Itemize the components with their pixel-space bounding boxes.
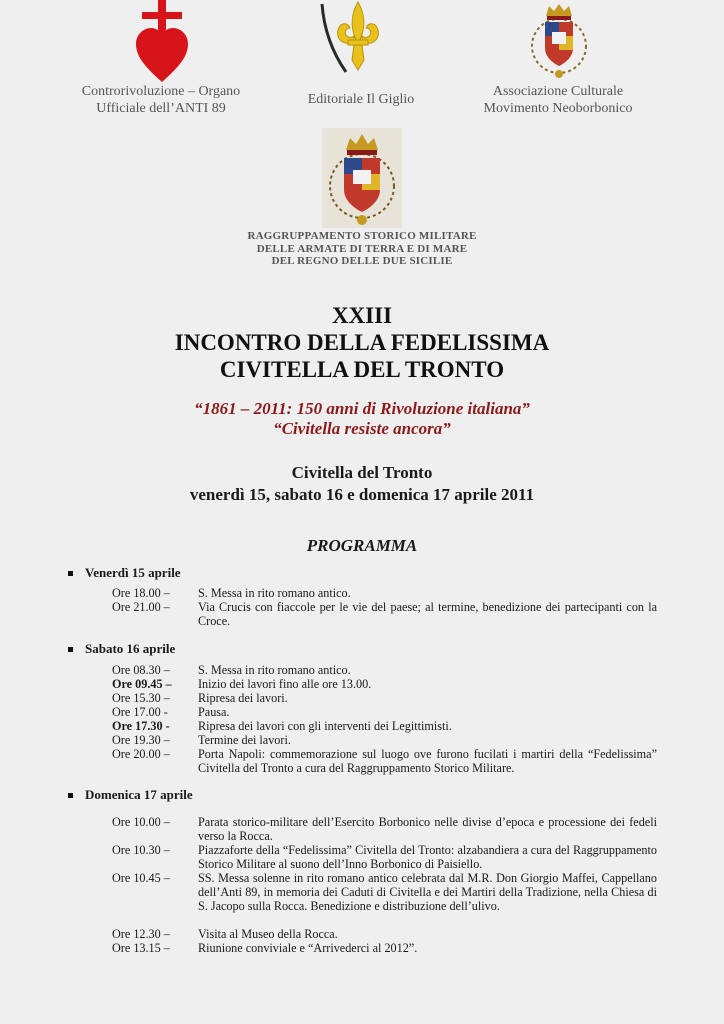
event-title [62, 302, 662, 383]
item-desc: Termine dei lavori. [198, 733, 291, 747]
day-header-saturday [68, 641, 175, 657]
item-time: Ore 15.30 – [112, 691, 170, 705]
program-item [112, 941, 657, 955]
item-time: Ore 10.00 – [112, 815, 170, 829]
logo-right-line-1: Associazione Culturale [492, 84, 624, 99]
program-item [112, 871, 657, 913]
item-time: Ore 18.00 – [112, 586, 170, 600]
item-desc: Porta Napoli: commemorazione sul luogo ove furono fucilati i martiri della “Fedelissima” Civitella del Tronto a cura del Raggruppamento Storico Militare. [198, 747, 657, 775]
item-time: Ore 19.30 – [112, 733, 170, 747]
bullet-icon [68, 793, 73, 798]
item-time: Ore 17.00 - [112, 705, 168, 719]
program-item [112, 747, 657, 775]
program-item [112, 600, 657, 628]
subtitle-line-1: “1861 – 2011: 150 anni di Rivoluzione italiana” [194, 399, 530, 418]
day-header-sunday [68, 787, 193, 803]
military-group-name [212, 230, 512, 268]
item-time: Ore 13.15 – [112, 941, 170, 955]
day-name: Sabato 16 aprile [85, 641, 176, 656]
program-item [112, 733, 657, 747]
logo-left-label [56, 83, 266, 117]
item-desc: Parata storico-militare dell’Esercito Borbonico nelle divise d’epoca e processione dei fedeli verso la Rocca. [198, 815, 657, 843]
item-time: Ore 12.30 – [112, 927, 170, 941]
program-item [112, 677, 657, 691]
item-desc: Via Crucis con fiaccole per le vie del paese; al termine, benedizione dei partecipanti con la Croce. [198, 600, 657, 628]
program-item [112, 843, 657, 871]
item-time: Ore 10.45 – [112, 871, 170, 885]
program-heading: PROGRAMMA [306, 536, 418, 555]
item-time: Ore 09.45 – [112, 677, 172, 691]
program-item [112, 586, 657, 600]
program-item [112, 663, 657, 677]
item-desc: S. Messa in rito romano antico. [198, 663, 351, 677]
item-time: Ore 21.00 – [112, 600, 170, 614]
logo-middle-label: Editoriale Il Giglio [307, 92, 415, 107]
subtitle-line-2: “Civitella resiste ancora” [273, 419, 451, 438]
event-dates: venerdì 15, sabato 16 e domenica 17 aprile 2011 [189, 485, 535, 504]
item-desc: Riunione conviviale e “Arrivederci al 2012”. [198, 941, 418, 955]
item-desc: S. Messa in rito romano antico. [198, 586, 351, 600]
program-item [112, 927, 657, 941]
bullet-icon [68, 571, 73, 576]
org-line-3: DEL REGNO DELLE DUE SICILIE [271, 255, 453, 267]
org-line-1: RAGGRUPPAMENTO STORICO MILITARE [247, 230, 477, 242]
logo-right-line-2: Movimento Neoborbonico [483, 101, 633, 116]
title-line-1: XXIII [331, 303, 393, 328]
org-line-2: DELLE ARMATE DI TERRA E DI MARE [256, 242, 468, 255]
item-time: Ore 20.00 – [112, 747, 170, 761]
logo-right-label [460, 83, 656, 117]
coat-of-arms-icon [526, 2, 592, 82]
item-time: Ore 10.30 – [112, 843, 170, 857]
program-item [112, 705, 657, 719]
item-desc: SS. Messa solenne in rito romano antico celebrata dal M.R. Don Giorgio Maffei, Cappellano dell’Anti 89, in memoria dei Caduti di Civitella e dei Martiri della Tradizione, nella Chiesa di S. Jacopo sulla Rocca. Benedizione e distribuzione dell’ulivo. [198, 871, 657, 913]
item-desc: Pausa. [198, 705, 230, 719]
title-line-2: INCONTRO DELLA FEDELISSIMA [174, 330, 550, 355]
logo-left-line-1: Controrivoluzione – Organo [81, 84, 241, 99]
item-desc: Ripresa dei lavori. [198, 691, 288, 705]
item-desc: Piazzaforte della “Fedelissima” Civitella del Tronto: alzabandiera a cura del Raggruppamento Storico Militare al suono dell’Inno Borbonico di Paisiello. [198, 843, 657, 871]
day-name: Domenica 17 aprile [85, 787, 193, 802]
day-header-friday [68, 565, 181, 581]
item-time: Ore 08.30 – [112, 663, 170, 677]
item-desc: Ripresa dei lavori con gli interventi dei Legittimisti. [198, 719, 452, 733]
logo-left-line-2: Ufficiale dell’ANTI 89 [96, 101, 226, 116]
fleur-de-lis-icon [318, 0, 390, 76]
item-desc: Inizio dei lavori fino alle ore 13.00. [198, 677, 372, 691]
item-desc: Visita al Museo della Rocca. [198, 927, 338, 941]
event-location: Civitella del Tronto [291, 463, 433, 482]
event-subtitle [62, 399, 662, 439]
item-time: Ore 17.30 - [112, 719, 170, 733]
bullet-icon [68, 647, 73, 652]
title-line-3: CIVITELLA DEL TRONTO [219, 357, 505, 382]
sacred-heart-cross-icon [134, 0, 190, 84]
program-item [112, 691, 657, 705]
royal-coat-of-arms-icon [322, 128, 402, 228]
day-name: Venerdì 15 aprile [85, 565, 181, 580]
program-item [112, 719, 657, 733]
program-item [112, 815, 657, 843]
